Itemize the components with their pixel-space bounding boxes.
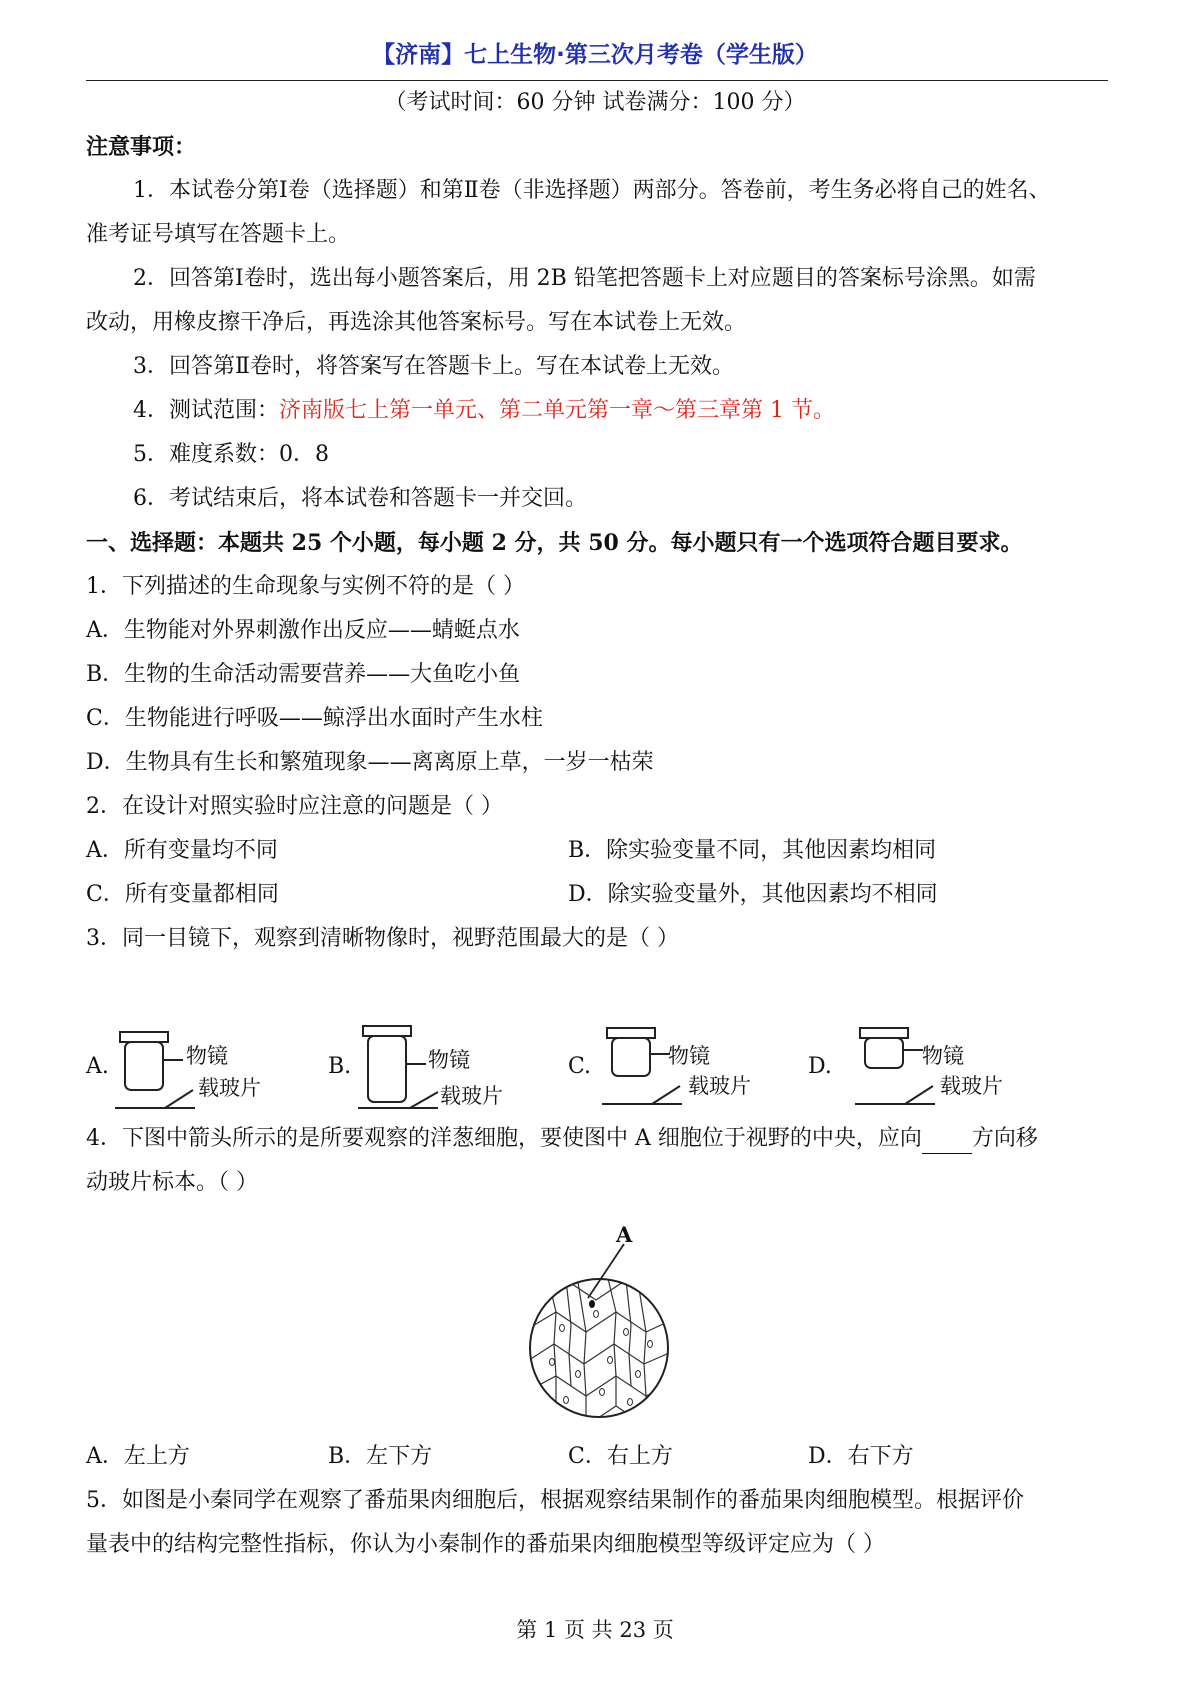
note-4 xyxy=(133,396,835,426)
exam-info: （考试时间：60 分钟 试卷满分：100 分） xyxy=(384,90,806,115)
q4-option-a: A．左上方 xyxy=(86,1444,190,1469)
note-2b: 改动，用橡皮擦干净后，再选涂其他答案标号。写在本试卷上无效。 xyxy=(86,310,747,335)
notes-heading: 注意事项： xyxy=(86,134,197,160)
note-1b: 准考证号填写在答题卡上。 xyxy=(86,222,351,247)
q3-b-objective-label: 物镜 xyxy=(428,1048,470,1072)
q3-letter-b: B. xyxy=(328,1054,352,1079)
q4-stem-line1 xyxy=(86,1124,1038,1154)
q2-option-b: B．除实验变量不同，其他因素均相同 xyxy=(568,838,937,863)
q3-b-slide-label: 载玻片 xyxy=(440,1084,503,1108)
q4-option-c: C．右上方 xyxy=(568,1444,673,1469)
q4-option-b: B．左下方 xyxy=(328,1444,433,1469)
q1-option-b: B．生物的生命活动需要营养——大鱼吃小鱼 xyxy=(86,662,521,687)
note-6: 6．考试结束后，将本试卷和答题卡一并交回。 xyxy=(133,486,587,511)
q4-figure-label: A xyxy=(616,1222,633,1247)
q1-stem: 1．下列描述的生命现象与实例不符的是（ ） xyxy=(86,574,525,599)
q3-letter-d: D. xyxy=(808,1054,832,1079)
q1-option-c: C．生物能进行呼吸——鲸浮出水面时产生水柱 xyxy=(86,706,543,731)
header-divider xyxy=(86,80,1108,81)
note-4-scope: 济南版七上第一单元、第二单元第一章～第三章第 1 节。 xyxy=(279,398,835,423)
q2-option-a: A．所有变量均不同 xyxy=(86,838,278,863)
q4-stem-line2: 动玻片标本。（ ） xyxy=(86,1170,258,1195)
q4-answer-blank xyxy=(922,1131,972,1154)
note-1a: 1．本试卷分第Ⅰ卷（选择题）和第Ⅱ卷（非选择题）两部分。答卷前，考生务必将自己的姓名、 xyxy=(133,178,1051,203)
q3-a-objective-label: 物镜 xyxy=(186,1044,228,1068)
note-5: 5．难度系数：0．8 xyxy=(133,442,329,467)
q1-option-a: A．生物能对外界刺激作出反应——蜻蜓点水 xyxy=(86,618,520,643)
page-footer: 第 1 页 共 23 页 xyxy=(516,1618,674,1642)
section1-heading: 一、选择题：本题共 25 个小题，每小题 2 分，共 50 分。每小题只有一个选项符合题目要求。 xyxy=(86,530,1023,556)
q3-c-objective-label: 物镜 xyxy=(668,1044,710,1068)
q4-option-d: D．右下方 xyxy=(808,1444,914,1469)
q1-option-d: D．生物具有生长和繁殖现象——离离原上草，一岁一枯荣 xyxy=(86,750,654,775)
q3-d-slide-label: 载玻片 xyxy=(940,1074,1003,1098)
q3-d-objective-label: 物镜 xyxy=(922,1044,964,1068)
q3-stem: 3．同一目镜下，观察到清晰物像时，视野范围最大的是（ ） xyxy=(86,926,679,951)
q2-option-c: C．所有变量都相同 xyxy=(86,882,279,907)
q3-c-slide-label: 载玻片 xyxy=(688,1074,751,1098)
q5-stem-line2: 量表中的结构完整性指标，你认为小秦制作的番茄果肉细胞模型等级评定应为（ ） xyxy=(86,1532,885,1557)
q2-stem: 2．在设计对照实验时应注意的问题是（ ） xyxy=(86,794,503,819)
q5-stem-line1: 5．如图是小秦同学在观察了番茄果肉细胞后，根据观察结果制作的番茄果肉细胞模型。根据评价 xyxy=(86,1488,1025,1513)
q4-stem-a: 4．下图中箭头所示的是所要观察的洋葱细胞，要使图中 A 细胞位于视野的中央，应向 xyxy=(86,1126,922,1151)
q3-a-slide-label: 载玻片 xyxy=(198,1076,261,1100)
onion-cell-field-diagram xyxy=(526,1240,676,1420)
q3-letter-a: A. xyxy=(86,1054,109,1079)
note-2a: 2．回答第Ⅰ卷时，选出每小题答案后，用 2B 铅笔把答题卡上对应题目的答案标号涂黑。如需 xyxy=(133,266,1036,291)
q2-option-d: D．除实验变量外，其他因素均不相同 xyxy=(568,882,938,907)
q4-stem-b: 方向移 xyxy=(971,1126,1038,1151)
q3-letter-c: C. xyxy=(568,1054,592,1079)
note-4-prefix: 4．测试范围： xyxy=(133,398,279,423)
note-3: 3．回答第Ⅱ卷时，将答案写在答题卡上。写在本试卷上无效。 xyxy=(133,354,734,379)
page-title: 【济南】七上生物·第三次月考卷（学生版） xyxy=(372,42,818,68)
